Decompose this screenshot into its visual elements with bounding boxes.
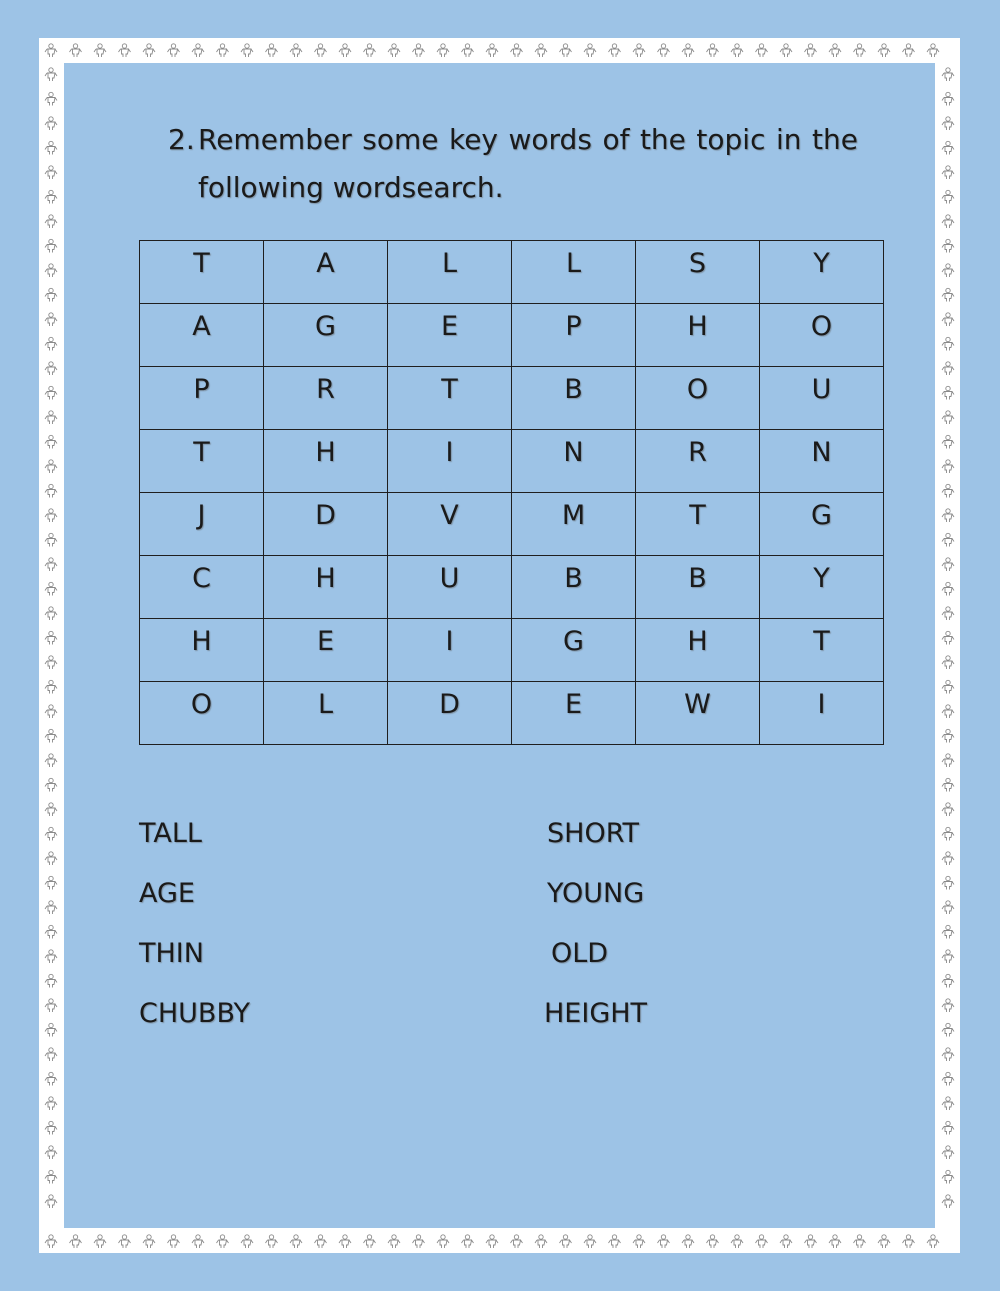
wordsearch-grid [139,240,884,745]
grid-cell: W [636,682,760,745]
grid-cell: R [264,367,388,430]
grid-cell: J [140,493,264,556]
grid-cell: G [760,493,884,556]
word-thin: THIN [139,938,204,969]
word-short: SHORT [547,818,639,849]
grid-cell: T [140,241,264,304]
grid-cell: I [388,619,512,682]
grid-cell: G [512,619,636,682]
grid-cell: B [636,556,760,619]
grid-row [140,304,884,367]
word-young: YOUNG [547,878,645,909]
grid-cell: S [636,241,760,304]
grid-row [140,619,884,682]
grid-cell: P [512,304,636,367]
grid-cell: L [264,682,388,745]
grid-cell: O [636,367,760,430]
grid-cell: Y [760,556,884,619]
grid-row [140,682,884,745]
word-tall: TALL [139,818,202,849]
grid-cell: D [388,682,512,745]
grid-cell: O [140,682,264,745]
instruction-line-1: Remember some key words of the topic in the [198,123,858,156]
word-height: HEIGHT [544,998,648,1029]
instruction-line-2: following wordsearch. [198,171,504,204]
grid-cell: Y [760,241,884,304]
grid-cell: V [388,493,512,556]
grid-row [140,493,884,556]
grid-cell: U [760,367,884,430]
grid-cell: L [512,241,636,304]
grid-row [140,556,884,619]
grid-cell: G [264,304,388,367]
grid-cell: H [140,619,264,682]
grid-cell: T [760,619,884,682]
grid-cell: E [512,682,636,745]
grid-cell: A [140,304,264,367]
grid-cell: M [512,493,636,556]
grid-cell: N [760,430,884,493]
grid-cell: H [264,430,388,493]
question-number: 2. [168,123,195,156]
word-old: OLD [551,938,609,969]
grid-cell: E [264,619,388,682]
grid-cell: E [388,304,512,367]
grid-cell: P [140,367,264,430]
grid-cell: T [140,430,264,493]
grid-row [140,430,884,493]
word-chubby: CHUBBY [139,998,250,1029]
grid-cell: H [636,619,760,682]
grid-cell: B [512,556,636,619]
grid-row [140,241,884,304]
grid-cell: I [388,430,512,493]
grid-cell: C [140,556,264,619]
grid-cell: H [636,304,760,367]
grid-cell: T [388,367,512,430]
grid-cell: D [264,493,388,556]
grid-cell: I [760,682,884,745]
word-age: AGE [139,878,195,909]
grid-cell: A [264,241,388,304]
grid-cell: N [512,430,636,493]
grid-cell: U [388,556,512,619]
grid-cell: B [512,367,636,430]
grid-row [140,367,884,430]
grid-cell: T [636,493,760,556]
grid-cell: L [388,241,512,304]
grid-cell: R [636,430,760,493]
grid-cell: H [264,556,388,619]
grid-cell: O [760,304,884,367]
